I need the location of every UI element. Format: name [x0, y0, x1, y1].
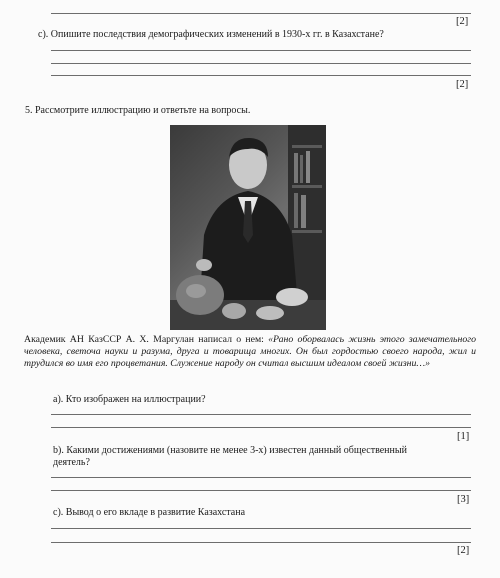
- question-b-line2: деятель?: [53, 457, 90, 468]
- quote-lead: Академик АН КазССР А. Х. Маргулан написал о нем:: [24, 334, 269, 345]
- portrait-photo: [170, 125, 326, 330]
- answer-line: [51, 13, 471, 14]
- question-b-line1: b). Какими достижениями (назовите не менее 3-х) известен данный общественный: [53, 445, 407, 456]
- score-mark: [3]: [457, 494, 470, 505]
- score-mark: [2]: [456, 16, 469, 27]
- question-c-task5: c). Вывод о его вкладе в развитие Казахстана: [53, 507, 246, 518]
- score-mark: [2]: [457, 545, 470, 556]
- answer-line: [51, 542, 471, 543]
- quote-text: «Рано оборвалась жизнь этого замечательного человека, светоча науки и разума, друга и товарища многих. Он был гордостью своего народа, жил и трудился во имя его процветания. Служение народу он считал высшим идеалом своей жизни…»: [24, 334, 476, 370]
- quote-paragraph: [24, 334, 476, 371]
- answer-line: [51, 427, 471, 428]
- answer-line: [51, 75, 471, 76]
- answer-line: [51, 490, 471, 491]
- task-heading: 5. Рассмотрите иллюстрацию и ответьте на вопросы.: [25, 105, 251, 116]
- answer-line: [51, 414, 471, 415]
- answer-line: [51, 528, 471, 529]
- question-a: a). Кто изображен на иллюстрации?: [53, 394, 206, 405]
- answer-line: [51, 477, 471, 478]
- portrait-photo-icon: [170, 125, 326, 330]
- question-c: c). Опишите последствия демографических изменений в 1930-х гг. в Казахстане?: [38, 29, 384, 40]
- score-mark: [1]: [457, 431, 470, 442]
- score-mark: [2]: [456, 79, 469, 90]
- answer-line: [51, 63, 471, 64]
- answer-line: [51, 50, 471, 51]
